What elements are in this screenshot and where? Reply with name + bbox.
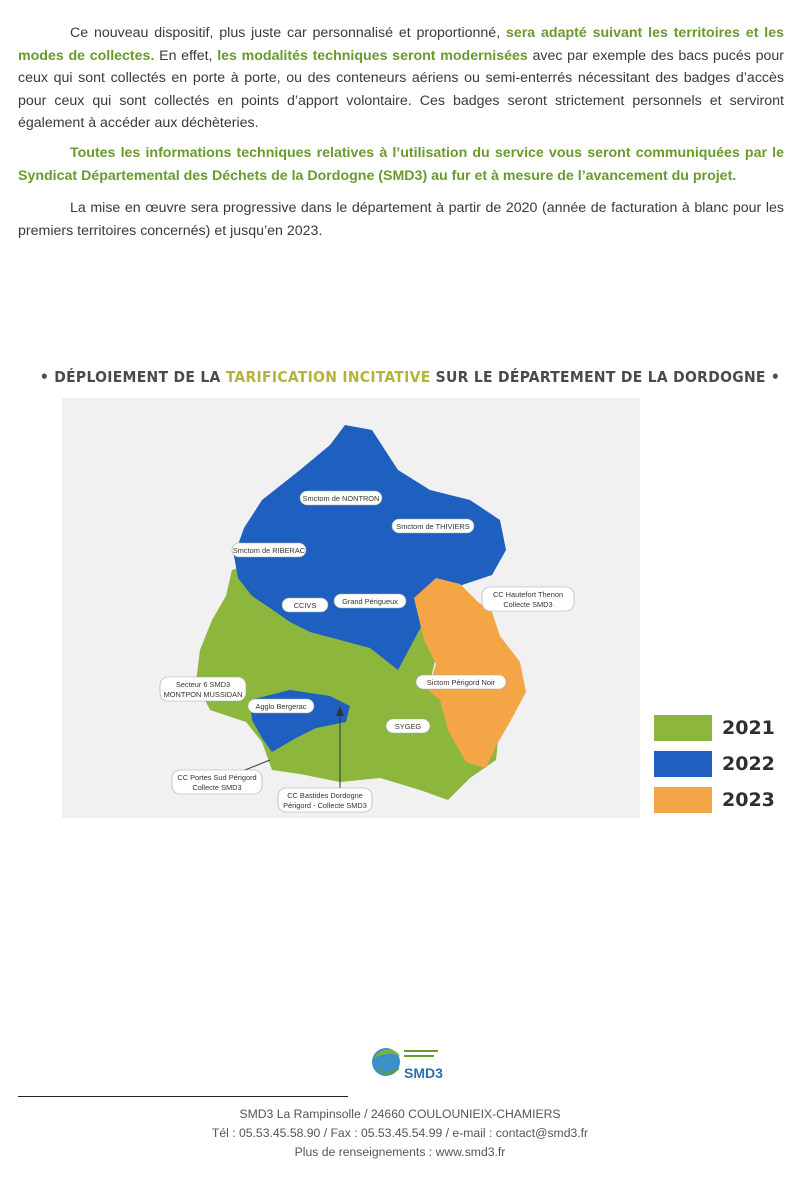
label-perigueux <box>334 594 406 608</box>
label-secteur6 <box>160 677 246 701</box>
p1-text-2: En effet, <box>154 47 218 64</box>
svg-text:CC Bastides Dordogne: CC Bastides Dordogne <box>287 791 363 800</box>
legend-label-2021: 2021 <box>722 717 775 739</box>
footer-contact-text: Tél : 05.53.45.58.90 / Fax : 05.53.45.54.99 / e-mail : <box>211 1126 496 1140</box>
info-paragraph: Toutes les informations techniques relatives à l’utilisation du service vous seront communiquées par le Syndicat Départemental des Déchets de la Dordogne (SMD3) au fur et à mesure de l’avancement du projet. <box>18 145 784 184</box>
label-sygeg <box>386 719 430 733</box>
footer-info <box>0 1145 800 1159</box>
svg-text:CC Hautefort Thenon: CC Hautefort Thenon <box>492 590 564 599</box>
legend-item-2022 <box>654 751 800 777</box>
svg-text:Sictom Périgord Noir: Sictom Périgord Noir <box>426 678 496 687</box>
map-title-prefix: • DÉPLOIEMENT DE LA <box>39 368 226 386</box>
svg-text:Agglo Bergerac: Agglo Bergerac <box>255 702 307 711</box>
svg-text:Secteur 6 SMD3: Secteur 6 SMD3 <box>175 680 231 689</box>
map-title-highlight: TARIFICATION INCITATIVE <box>225 368 431 386</box>
footer-divider <box>18 1096 348 1097</box>
label-nontron <box>300 491 382 505</box>
legend-label-2022: 2022 <box>722 753 775 775</box>
label-perigord-noir <box>416 675 506 689</box>
legend-item-2021 <box>654 715 800 741</box>
legend-swatch-2022 <box>654 751 712 777</box>
footer-contact <box>0 1126 800 1140</box>
svg-text:SMD3: SMD3 <box>404 1065 443 1081</box>
svg-text:Périgord - Collecte SMD3: Périgord - Collecte SMD3 <box>283 801 367 810</box>
legend-swatch-2021 <box>654 715 712 741</box>
website-link[interactable]: www.smd3.fr <box>435 1145 506 1159</box>
footer-info-text: Plus de renseignements : <box>294 1145 436 1159</box>
legend-label-2023: 2023 <box>722 789 775 811</box>
svg-text:Smctom de NONTRON: Smctom de NONTRON <box>302 494 380 503</box>
svg-text:Collecte SMD3: Collecte SMD3 <box>192 783 242 792</box>
svg-text:MONTPON MUSSIDAN: MONTPON MUSSIDAN <box>163 690 243 699</box>
p1-text-1: Ce nouveau dispositif, plus juste car personnalisé et proportionné, <box>70 25 506 41</box>
label-ccivs <box>282 598 328 612</box>
smd3-logo <box>368 1040 458 1086</box>
svg-text:CC Portes Sud Périgord: CC Portes Sud Périgord <box>177 773 257 782</box>
svg-text:CCIVS: CCIVS <box>293 601 317 610</box>
svg-text:SYGEG: SYGEG <box>394 722 422 731</box>
svg-text:Smctom de RIBERAC: Smctom de RIBERAC <box>232 546 306 555</box>
legend-item-2023 <box>654 787 800 813</box>
schedule-paragraph: La mise en œuvre sera progressive dans le département à partir de 2020 (année de facturation à blanc pour les premiers territoires concernés) et jusqu’en 2023. <box>18 200 784 239</box>
label-hautefort <box>482 587 574 611</box>
p1-text-3: avec par exemple des bacs pucés pour ceux qui sont collectés en porte à porte, ou des conteneurs aériens ou semi-enterrés nécessitant des badges d’accès pour ceux qui sont collectés en points d’apport volontaire. Ces badges seront strictement personnels et serviront également à accéder aux déchèteries. <box>18 47 784 132</box>
svg-text:Collecte SMD3: Collecte SMD3 <box>503 600 553 609</box>
footer-address: SMD3 La Rampinsolle / 24660 COULOUNIEIX-CHAMIERS <box>239 1107 561 1121</box>
p1-highlight-1: sera adapté suivant les territoires et les modes de collectes. <box>18 25 784 64</box>
label-riberac <box>232 543 306 557</box>
map-title-suffix: SUR LE DÉPARTEMENT DE LA DORDOGNE • <box>430 368 781 386</box>
label-bergerac <box>248 699 314 713</box>
email-link[interactable]: contact@smd3.fr <box>495 1126 589 1140</box>
label-portes-sud <box>172 760 270 794</box>
p1-highlight-2: les modalités techniques seront modernisées <box>217 47 528 64</box>
svg-text:Smctom de THIVIERS: Smctom de THIVIERS <box>396 522 470 531</box>
label-thiviers <box>392 519 474 533</box>
legend-swatch-2023 <box>654 787 712 813</box>
svg-text:Grand Périgueux: Grand Périgueux <box>342 597 398 606</box>
